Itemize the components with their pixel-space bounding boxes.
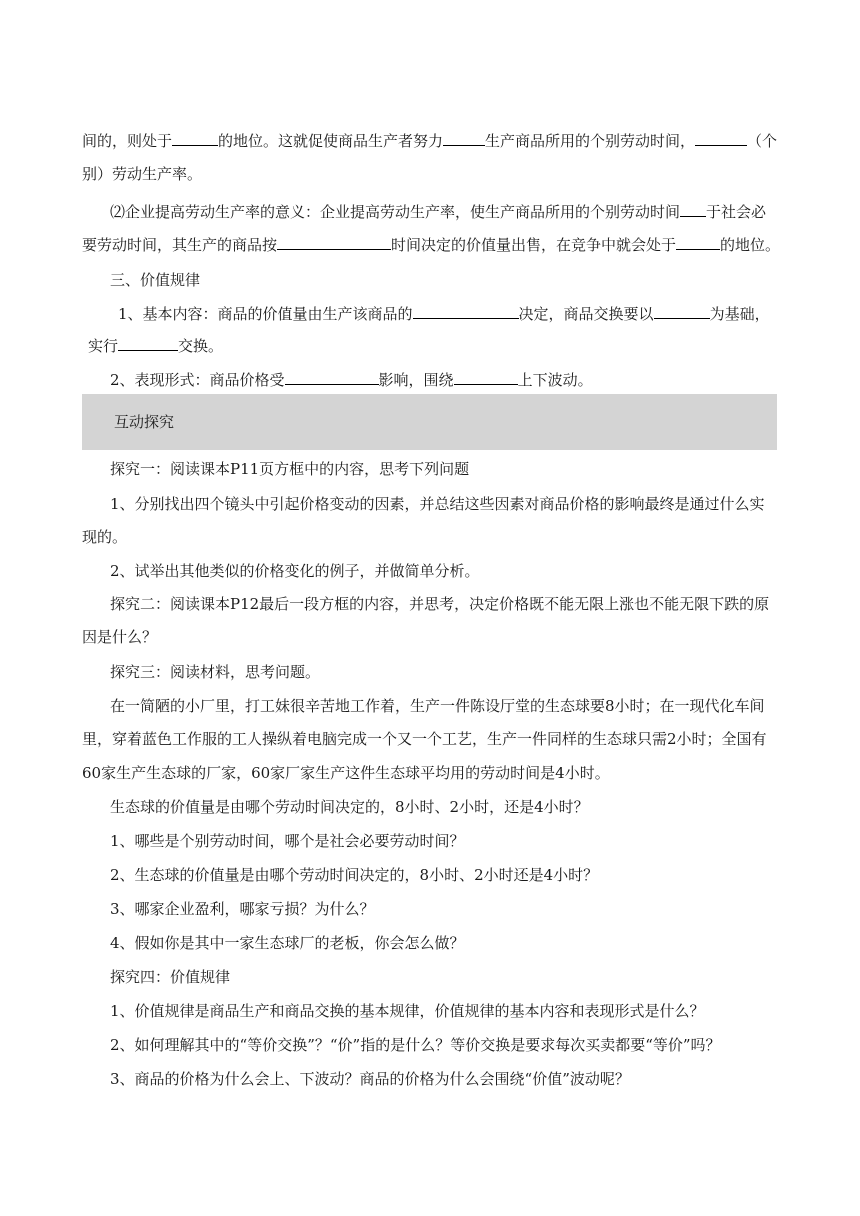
explore-title: 探究一：阅读课本P11页方框中的内容，思考下列问题 [110,460,470,478]
text: 要劳动时间，其生产的商品按 [82,236,278,254]
text-line: 60家生产生态球的厂家，60家厂家生产这件生态球平均用的劳动时间是4小时。 [82,764,610,782]
text-line [110,202,766,222]
fill-blank [680,202,706,217]
text: ⑵企业提高劳动生产率的意义：企业提高劳动生产率，使生产商品所用的个别劳动时间 [110,203,681,221]
text-line: 2、试举出其他类似的价格变化的例子，并做简单分析。 [110,562,480,580]
text-line: 在一简陋的小厂里，打工妹很辛苦地工作着，生产一件陈设厅堂的生态球要8小时；在一现代化车间 [110,697,765,715]
text-line: 现的。 [82,528,128,546]
explore-title: 探究三：阅读材料，思考问题。 [110,663,321,681]
text: （个 [747,132,778,150]
text-line: 3、商品的价格为什么会上、下波动？商品的价格为什么会围绕“价值”波动呢？ [110,1070,630,1088]
interactive-section-header [82,394,777,450]
text-line: 2、生态球的价值量是由哪个劳动时间决定的，8小时、2小时还是4小时？ [110,866,599,884]
text: 间的，则处于 [82,132,173,150]
text-line [110,370,593,390]
text: 时间决定的价值量出售，在竞争中就会处于 [391,236,677,254]
text-line: 1、分别找出四个镜头中引起价格变动的因素，并总结这些因素对商品价格的影响最终是通过什么实 [110,495,765,513]
text-line: 探究二：阅读课本P12最后一段方框的内容，并思考，决定价格既不能无限上涨也不能无限下跌的原 [110,595,770,613]
fill-blank [413,304,519,319]
text-line: 1、哪些是个别劳动时间，哪个是社会必要劳动时间？ [110,832,465,850]
text-line: 生态球的价值量是由哪个劳动时间决定的，8小时、2小时，还是4小时？ [110,798,589,816]
text: 1、基本内容：商品的价值量由生产该商品的 [118,305,413,323]
text: 决定，商品交换要以 [518,305,654,323]
text-line: 2、如何理解其中的“等价交换”？“价”指的是什么？等价交换是要求每次买卖都要“等价”吗？ [110,1036,721,1054]
fill-blank [443,131,485,146]
text-line [88,336,223,356]
section-title: 三、价值规律 [110,271,201,289]
text-line [118,304,770,324]
fill-blank [285,370,379,385]
text-line: 里，穿着蓝色工作服的工人操纵着电脑完成一个又一个工艺，生产一件同样的生态球只需2小时；全国有 [82,730,767,748]
text: 实行 [88,337,119,355]
text-line: 1、价值规律是商品生产和商品交换的基本规律，价值规律的基本内容和表现形式是什么？ [110,1002,705,1020]
fill-blank [695,131,747,146]
text: 的地位。 [720,236,781,254]
text: 2、表现形式：商品价格受 [110,371,285,389]
text: 影响，围绕 [378,371,454,389]
text-line: 4、假如你是其中一家生态球厂的老板，你会怎么做？ [110,934,465,952]
fill-blank [172,131,218,146]
text: 为基础， [709,305,770,323]
explore-title: 探究四：价值规律 [110,968,231,986]
text: 交换。 [178,337,224,355]
section-header-label: 互动探究 [114,413,175,431]
fill-blank [454,370,518,385]
text-line: 别）劳动生产率。 [82,165,203,183]
fill-blank [676,235,720,250]
text: 的地位。这就促使商品生产者努力 [218,132,444,150]
text: 生产商品所用的个别劳动时间， [485,132,696,150]
fill-blank [118,336,178,351]
text-line [82,235,780,255]
text-line: 3、哪家企业盈利，哪家亏损？为什么？ [110,900,375,918]
fill-blank [654,304,710,319]
text: 于社会必 [706,203,767,221]
text-line [82,131,777,151]
fill-blank [277,235,391,250]
text: 上下波动。 [517,371,593,389]
text-line: 因是什么？ [82,628,158,646]
